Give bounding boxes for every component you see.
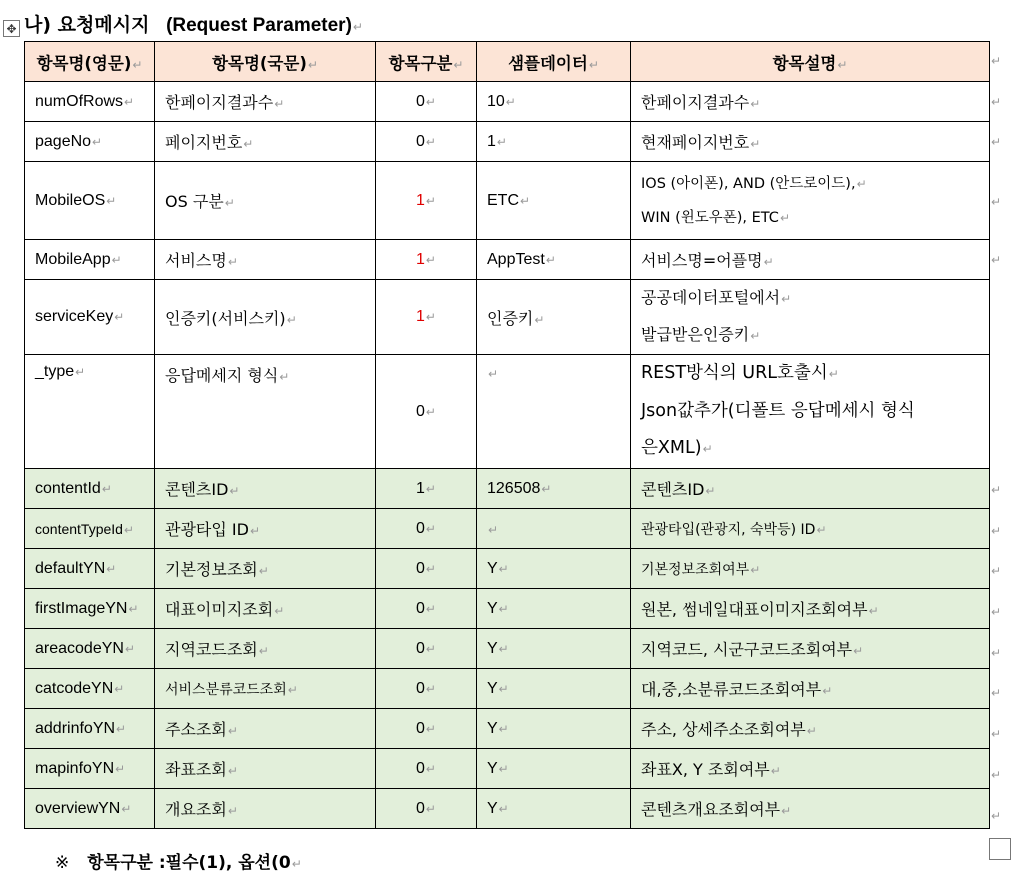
cell-item-type: 0↵ [376,355,477,469]
heading-korean: 나) 요청메시지 [24,14,150,36]
table-row [25,549,990,589]
table-resize-handle[interactable] [989,838,1011,860]
header-cell-sample-data: 샘플데이터↵ [477,42,631,82]
cell-description: 현재페이지번호↵ [631,122,990,162]
cell-item-type: 0↵ [376,709,477,749]
cell-korean-name: 응답메세지 형식↵ [155,355,376,469]
footnote-text: 항목구분 :필수(1), 옵션(0 [87,853,291,873]
cell-description: 기본정보조회여부↵ [631,549,990,589]
cell-item-type-required: 1↵ [376,240,477,280]
cell-sample-data: ↵ [477,355,631,469]
cell-korean-name: 인증키(서비스키)↵ [155,280,376,355]
cell-sample-data: Y↵ [477,629,631,669]
cell-sample-data: Y↵ [477,549,631,589]
header-cell-english-name: 항목명(영문)↵ [25,42,155,82]
cell-english-name: addrinfoYN↵ [25,709,155,749]
cell-korean-name: 페이지번호↵ [155,122,376,162]
cell-description: IOS (아이폰), AND (안드로이드),↵ WIN (윈도우폰), ETC↵ [631,162,990,240]
cell-item-type: 0↵ [376,549,477,589]
cell-korean-name: 대표이미지조회↵ [155,589,376,629]
row-end-mark: ↵ [991,646,1002,660]
cell-item-type: 1↵ [376,469,477,509]
cell-english-name: _type↵ [25,355,155,469]
cell-sample-data: 인증키↵ [477,280,631,355]
table-row [25,509,990,549]
cell-english-name: contentTypeId↵ [25,509,155,549]
cell-korean-name: OS 구분↵ [155,162,376,240]
cell-description: 원본, 썸네일대표이미지조회여부↵ [631,589,990,629]
table-row [25,162,990,240]
cell-sample-data: Y↵ [477,589,631,629]
header-cell-item-type: 항목구분↵ [376,42,477,82]
cell-description: 지역코드, 시군구코드조회여부↵ [631,629,990,669]
cell-english-name: serviceKey↵ [25,280,155,355]
cell-sample-data: Y↵ [477,789,631,829]
cell-description: 관광타입(관광지, 숙박등) ID↵ [631,509,990,549]
cell-description: 한페이지결과수↵ [631,82,990,122]
cell-english-name: contentId↵ [25,469,155,509]
cell-description: 주소, 상세주소조회여부↵ [631,709,990,749]
cell-english-name: MobileOS↵ [25,162,155,240]
table-row [25,122,990,162]
table-row [25,589,990,629]
table-row [25,629,990,669]
cell-sample-data: 126508↵ [477,469,631,509]
move-anchor-icon[interactable]: ✥ [3,20,20,37]
cell-sample-data: 10↵ [477,82,631,122]
cell-description: 좌표X, Y 조회여부↵ [631,749,990,789]
cell-sample-data: ↵ [477,509,631,549]
table-row [25,749,990,789]
row-end-mark: ↵ [991,54,1002,68]
cell-item-type: 0↵ [376,82,477,122]
cell-sample-data: Y↵ [477,709,631,749]
row-end-mark: ↵ [991,483,1002,497]
cell-description: 서비스명=어플명↵ [631,240,990,280]
table-row [25,709,990,749]
cell-sample-data: Y↵ [477,749,631,789]
heading-english: (Request Parameter) [166,15,352,36]
row-end-mark: ↵ [991,253,1002,267]
cell-english-name: catcodeYN↵ [25,669,155,709]
cell-korean-name: 콘텐츠ID↵ [155,469,376,509]
table-row [25,240,990,280]
cell-korean-name: 좌표조회↵ [155,749,376,789]
cell-korean-name: 기본정보조회↵ [155,549,376,589]
footnote: ※ 항목구분 :필수(1), 옵션(0↵ [55,853,302,873]
table-row [25,280,990,355]
cell-description: REST방식의 URL호출시↵ Json값추가(디폴트 응답메세시 형식 은XML)↵ [631,355,990,469]
table-row [25,82,990,122]
cell-english-name: areacodeYN↵ [25,629,155,669]
cell-item-type: 0↵ [376,749,477,789]
cell-english-name: defaultYN↵ [25,549,155,589]
cell-sample-data: AppTest↵ [477,240,631,280]
cell-sample-data: Y↵ [477,669,631,709]
cell-korean-name: 서비스분류코드조회↵ [155,669,376,709]
section-heading: 나) 요청메시지 (Request Parameter)↵ [24,14,363,36]
row-end-mark: ↵ [991,564,1002,578]
row-end-mark: ↵ [991,809,1002,823]
cell-item-type: 0↵ [376,122,477,162]
cell-korean-name: 서비스명↵ [155,240,376,280]
cell-english-name: overviewYN↵ [25,789,155,829]
cell-item-type-required: 1↵ [376,162,477,240]
row-end-mark: ↵ [991,524,1002,538]
row-end-mark: ↵ [991,95,1002,109]
cell-korean-name: 주소조회↵ [155,709,376,749]
cell-korean-name: 관광타입 ID↵ [155,509,376,549]
cell-sample-data: 1↵ [477,122,631,162]
table-row [25,355,990,469]
header-cell-description: 항목설명↵ [631,42,990,82]
cell-english-name: numOfRows↵ [25,82,155,122]
cell-english-name: firstImageYN↵ [25,589,155,629]
cell-item-type: 0↵ [376,789,477,829]
cell-item-type: 0↵ [376,589,477,629]
table-row [25,669,990,709]
cell-description: 공공데이터포털에서↵ 발급받은인증키↵ [631,280,990,355]
cell-english-name: pageNo↵ [25,122,155,162]
cell-item-type: 0↵ [376,509,477,549]
cell-english-name: MobileApp↵ [25,240,155,280]
row-end-mark: ↵ [991,195,1002,209]
header-cell-korean-name: 항목명(국문)↵ [155,42,376,82]
table-header-row [25,42,990,82]
row-end-mark: ↵ [991,686,1002,700]
row-end-mark: ↵ [991,135,1002,149]
cell-english-name: mapinfoYN↵ [25,749,155,789]
request-parameter-table [24,41,990,829]
table-row [25,469,990,509]
cell-description: 대,중,소분류코드조회여부↵ [631,669,990,709]
cell-description: 콘텐츠ID↵ [631,469,990,509]
cell-korean-name: 개요조회↵ [155,789,376,829]
cell-sample-data: ETC↵ [477,162,631,240]
cell-description: 콘텐츠개요조회여부↵ [631,789,990,829]
row-end-mark: ↵ [991,768,1002,782]
cell-korean-name: 한페이지결과수↵ [155,82,376,122]
row-end-mark: ↵ [991,727,1002,741]
table-row [25,789,990,829]
cell-korean-name: 지역코드조회↵ [155,629,376,669]
cell-item-type-required: 1↵ [376,280,477,355]
row-end-mark: ↵ [991,605,1002,619]
reference-mark: ※ [55,853,70,873]
cell-item-type: 0↵ [376,669,477,709]
cell-item-type: 0↵ [376,629,477,669]
